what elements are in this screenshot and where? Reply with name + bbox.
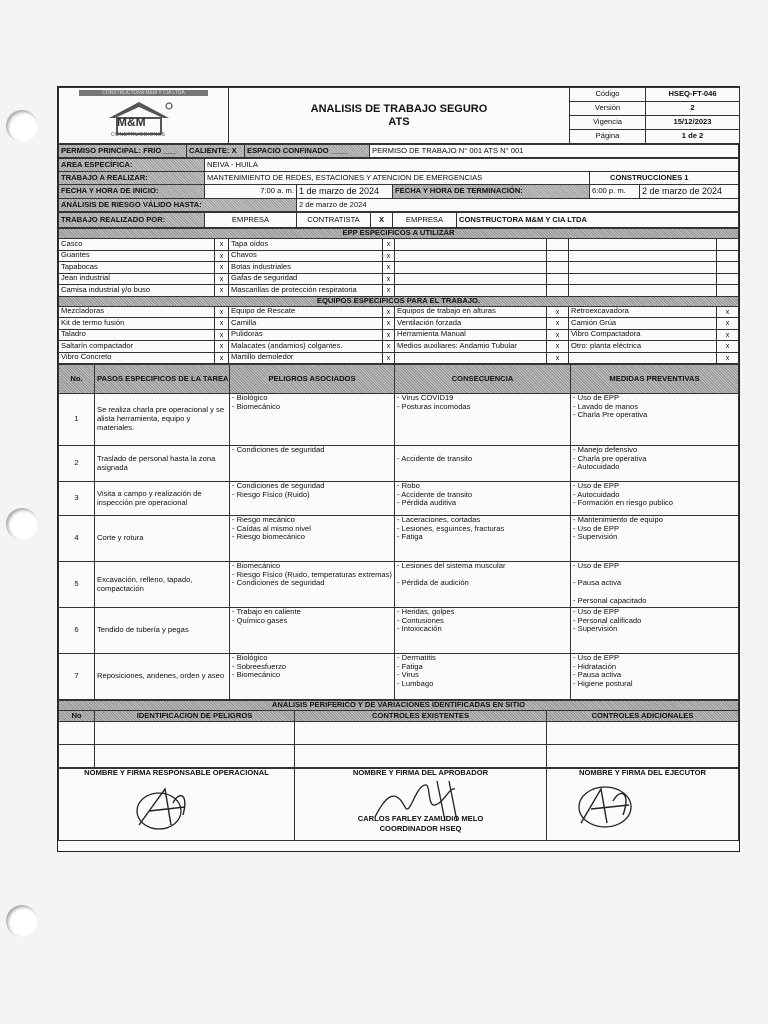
periferico-heading: ANALISIS PERIFERICO Y DE VARIACIONES IDENTIFICADAS EN SITIO (59, 701, 739, 711)
periferico-col-existentes: CONTROLES EXISTENTES (295, 711, 547, 722)
aprobador-nombre: CARLOS FARLEY ZAMUDIO MELO (357, 814, 484, 823)
equipo-item: Herramienta Manual (395, 329, 547, 341)
epp-mark (717, 239, 739, 251)
signature-responsable (129, 781, 209, 837)
equipo-item: Camión Grúa (569, 318, 717, 330)
firma-ejecutor (547, 769, 739, 841)
task-consequence: - Heridas, golpes - Contusiones - Intoxicación (395, 608, 571, 654)
area-value: NEIVA - HUILA (205, 159, 739, 172)
periferico-col-peligros: IDENTIFICACION DE PELIGROS (95, 711, 295, 722)
equipos-row (59, 329, 739, 341)
inicio-fecha: 1 de marzo de 2024 (297, 185, 393, 199)
equipo-item: Taladro (59, 329, 215, 341)
equipo-mark: x (717, 341, 739, 353)
title-line-2: ATS (388, 115, 410, 128)
epp-item (569, 250, 717, 262)
equipo-item: Saltarín compactador (59, 341, 215, 353)
equipo-item: Pulidoras (229, 329, 383, 341)
equipo-mark: x (717, 318, 739, 330)
permit-confinado: ESPACIO CONFINADO ____ (245, 145, 370, 158)
task-number: 7 (59, 654, 95, 700)
trabajo-label: TRABAJO A REALIZAR: (59, 172, 205, 185)
equipo-mark: x (383, 318, 395, 330)
task-row (59, 394, 739, 446)
task-step: Excavación, relleno, tapado, compactación (95, 562, 230, 608)
task-step: Tendido de tubería y pegas (95, 608, 230, 654)
col-header-medidas: MEDIDAS PREVENTIVAS (571, 365, 739, 394)
task-row (59, 446, 739, 482)
equipos-row (59, 318, 739, 330)
epp-row (59, 239, 739, 251)
terminacion-hora: 6:00 p. m. (590, 185, 640, 199)
task-row (59, 562, 739, 608)
task-step: Visita a campo y realización de inspección pre operacional (95, 482, 230, 516)
form-header (58, 87, 740, 144)
meta-label: Página (570, 130, 646, 144)
firma-responsable (59, 769, 295, 841)
epp-mark (547, 285, 569, 297)
task-number: 2 (59, 446, 95, 482)
epp-mark (717, 262, 739, 274)
firma-ejecutor-label: NOMBRE Y FIRMA DEL EJECUTOR (578, 768, 706, 777)
equipo-mark: x (547, 329, 569, 341)
binder-hole (6, 905, 38, 937)
epp-item: Botas industriales (229, 262, 383, 274)
tasks-table (58, 364, 739, 700)
permit-number: PERMISO DE TRABAJO N° 001 ATS N° 001 (370, 145, 739, 158)
task-step: Se realiza charla pre operacional y se alista herramienta, equipo y materiales. (95, 394, 230, 446)
col-header-pasos: PASOS ESPECIFICOS DE LA TAREA (95, 365, 230, 394)
trabajo-extra: CONSTRUCCIONES 1 (590, 172, 739, 185)
ats-form (57, 86, 740, 852)
equipo-mark: x (383, 341, 395, 353)
task-number: 4 (59, 516, 95, 562)
task-consequence: - Lesiones del sistema muscular - Pérdida de audición (395, 562, 571, 608)
area-label: AREA ESPECÍFICA: (59, 159, 205, 172)
equipo-mark: x (717, 306, 739, 318)
epp-mark: x (383, 239, 395, 251)
epp-item: Camisa industrial y/o buso (59, 285, 215, 297)
empresa-label: EMPRESA (393, 213, 457, 228)
work-info (58, 158, 739, 212)
equipo-mark: x (717, 352, 739, 364)
task-row (59, 516, 739, 562)
epp-mark (717, 250, 739, 262)
meta-value: 15/12/2023 (646, 116, 740, 130)
epp-mark (547, 262, 569, 274)
equipo-item: Ventilación forzada (395, 318, 547, 330)
epp-mark (547, 273, 569, 285)
task-step: Corte y rotura (95, 516, 230, 562)
company-logo (59, 88, 229, 144)
equipo-mark: x (215, 306, 229, 318)
epp-row (59, 250, 739, 262)
equipo-item: Camilla (229, 318, 383, 330)
equipos-row (59, 352, 739, 364)
equipo-item: Vibro Compactadora (569, 329, 717, 341)
task-row (59, 654, 739, 700)
task-number: 6 (59, 608, 95, 654)
meta-label: Versión (570, 102, 646, 116)
task-hazards: - Biomecánico - Riesgo Físico (Ruido, temperaturas extremas) - Condiciones de seguridad (230, 562, 395, 608)
equipo-item: Medios auxiliares: Andamio Tubular (395, 341, 547, 353)
signature-ejecutor (567, 779, 647, 835)
equipo-item: Mezcladoras (59, 306, 215, 318)
epp-item (569, 285, 717, 297)
terminacion-fecha: 2 de marzo de 2024 (640, 185, 739, 199)
task-number: 3 (59, 482, 95, 516)
equipo-mark: x (215, 329, 229, 341)
epp-item (395, 262, 547, 274)
empresa-option: EMPRESA (205, 213, 297, 228)
logo-letters: M&M (117, 115, 146, 129)
epp-table (58, 228, 739, 364)
riesgo-label: ANÁLISIS DE RIESGO VÁLIDO HASTA: (59, 199, 297, 212)
epp-item (569, 273, 717, 285)
epp-item: Casco (59, 239, 215, 251)
equipo-item: Equipo de Rescate (229, 306, 383, 318)
equipo-mark: x (547, 306, 569, 318)
equipo-mark: x (547, 318, 569, 330)
epp-row (59, 262, 739, 274)
task-consequence: - Virus COVID19 - Posturas incomodas (395, 394, 571, 446)
epp-mark: x (215, 262, 229, 274)
task-number: 5 (59, 562, 95, 608)
firma-aprobador-label: NOMBRE Y FIRMA DEL APROBADOR (352, 768, 489, 777)
binder-hole (6, 508, 38, 540)
task-measures: - Uso de EPP - Personal calificado - Supervisión (571, 608, 739, 654)
epp-item (569, 239, 717, 251)
equipo-mark: x (383, 306, 395, 318)
inicio-label: FECHA Y HORA DE INICIO: (59, 185, 205, 199)
epp-mark (717, 285, 739, 297)
epp-mark: x (383, 250, 395, 262)
epp-item: Mascarillas de protección respiratoria (229, 285, 383, 297)
task-step: Traslado de personal hasta la zona asignada (95, 446, 230, 482)
inicio-hora: 7:00 a. m. (205, 185, 297, 199)
epp-row (59, 273, 739, 285)
task-hazards: - Riesgo mecánico - Caídas al mismo nivel - Riesgo biomecánico (230, 516, 395, 562)
periferico-row (59, 722, 739, 745)
task-row (59, 482, 739, 516)
epp-item: Tapa oídos (229, 239, 383, 251)
equipo-mark: x (215, 352, 229, 364)
meta-label: Vigencia (570, 116, 646, 130)
equipo-item: Malacates (andamios) colgantes. (229, 341, 383, 353)
equipo-mark: x (215, 318, 229, 330)
epp-mark: x (383, 285, 395, 297)
task-step: Reposiciones, andenes, orden y aseo (95, 654, 230, 700)
firma-responsable-label: NOMBRE Y FIRMA RESPONSABLE OPERACIONAL (84, 768, 269, 777)
task-measures: - Uso de EPP - Autocuidado - Formación en riesgo publico (571, 482, 739, 516)
terminacion-label: FECHA Y HORA DE TERMINACIÓN: (393, 185, 590, 199)
equipos-row (59, 306, 739, 318)
epp-item: Gafas de seguridad (229, 273, 383, 285)
epp-mark: x (215, 239, 229, 251)
epp-mark (547, 239, 569, 251)
equipos-row (59, 341, 739, 353)
aprobador-cargo: COORDINADOR HSEQ (379, 824, 462, 833)
epp-heading: EPP ESPECIFICOS A UTILIZAR (59, 229, 739, 239)
epp-item (395, 250, 547, 262)
col-header-peligros: PELIGROS ASOCIADOS (230, 365, 395, 394)
task-hazards: - Trabajo en caliente - Químico gases (230, 608, 395, 654)
equipo-mark: x (547, 341, 569, 353)
epp-mark: x (215, 250, 229, 262)
meta-value: HSEQ-FT-046 (646, 88, 740, 102)
periferico-table (58, 700, 739, 768)
task-measures: - Uso de EPP - Hidratación - Pausa activa - Higiene postural (571, 654, 739, 700)
task-consequence: - Laceraciones, cortadas - Lesiones, esguinces, fracturas - Fatiga (395, 516, 571, 562)
title-line-1: ANALISIS DE TRABAJO SEGURO (310, 102, 488, 115)
task-hazards: - Biológico - Sobreesfuerzo - Biomecánico (230, 654, 395, 700)
task-hazards: - Biológico - Biomecánico (230, 394, 395, 446)
riesgo-value: 2 de marzo de 2024 (297, 199, 739, 212)
epp-mark: x (215, 285, 229, 297)
equipo-mark: x (547, 352, 569, 364)
meta-label: Código (570, 88, 646, 102)
form-title (229, 88, 570, 144)
signatures (58, 768, 739, 841)
epp-mark: x (215, 273, 229, 285)
equipo-item (395, 352, 547, 364)
equipo-item: Martillo demoledor (229, 352, 383, 364)
epp-item: Tapabocas (59, 262, 215, 274)
equipo-item: Retroexcavadora (569, 306, 717, 318)
task-hazards: - Condiciones de seguridad (230, 446, 395, 482)
binder-hole (6, 110, 38, 142)
contratista-mark: X (371, 213, 393, 228)
equipo-mark: x (215, 341, 229, 353)
equipo-mark: x (383, 329, 395, 341)
epp-item: Guantes (59, 250, 215, 262)
equipo-item: Otro: planta eléctrica (569, 341, 717, 353)
equipo-item: Equipos de trabajo en alturas (395, 306, 547, 318)
periferico-col-adicionales: CONTROLES ADICIONALES (547, 711, 739, 722)
epp-mark (547, 250, 569, 262)
permit-caliente: CALIENTE: X (187, 145, 245, 158)
epp-item: Chavos (229, 250, 383, 262)
epp-row (59, 285, 739, 297)
equipos-heading: EQUIPOS ESPECIFICOS PARA EL TRABAJO. (59, 296, 739, 306)
meta-value: 1 de 2 (646, 130, 740, 144)
task-hazards: - Condiciones de seguridad - Riesgo Físico (Ruido) (230, 482, 395, 516)
contratista-option: CONTRATISTA (297, 213, 371, 228)
epp-mark (717, 273, 739, 285)
periferico-col-no: No (59, 711, 95, 722)
empresa-nombre: CONSTRUCTORA M&M Y CIA LTDA (457, 213, 739, 228)
equipo-mark: x (383, 352, 395, 364)
epp-mark: x (383, 273, 395, 285)
epp-item (395, 239, 547, 251)
epp-item: Jean industrial (59, 273, 215, 285)
task-row (59, 608, 739, 654)
task-consequence: - Dermatitis - Fatiga - Virus - Lumbago (395, 654, 571, 700)
equipo-item: Vibro Concreto (59, 352, 215, 364)
epp-item (395, 273, 547, 285)
task-consequence: - Robo - Accidente de transito - Pérdida auditiva (395, 482, 571, 516)
realizado-row (58, 212, 739, 228)
equipo-mark: x (717, 329, 739, 341)
logo-company-band: CONSTRUCTORA M&M Y CIA LTDA (79, 90, 208, 96)
task-number: 1 (59, 394, 95, 446)
task-measures: - Uso de EPP - Lavado de manos - Charla Pre operativa (571, 394, 739, 446)
epp-item (569, 262, 717, 274)
firma-aprobador (295, 769, 547, 841)
col-header-no: No. (59, 365, 95, 394)
trabajo-value: MANTENIMIENTO DE REDES, ESTACIONES Y ATENCION DE EMERGENCIAS (205, 172, 590, 185)
periferico-row (59, 745, 739, 768)
task-measures: - Manejo defensivo - Charla pre operativa - Autocuidado (571, 446, 739, 482)
meta-value: 2 (646, 102, 740, 116)
realizado-label: TRABAJO REALIZADO POR: (59, 213, 205, 228)
equipo-item: Kit de termo fusión (59, 318, 215, 330)
permit-principal: PERMISO PRINCIPAL: FRIO ___ (59, 145, 187, 158)
permit-row (58, 144, 739, 158)
logo-subtitle: CONSTRUCCIONES (111, 132, 166, 138)
task-measures: - Mantenimiento de equipo - Uso de EPP - Supervisión (571, 516, 739, 562)
epp-mark: x (383, 262, 395, 274)
epp-item (395, 285, 547, 297)
col-header-consecuencia: CONSECUENCIA (395, 365, 571, 394)
task-measures: - Uso de EPP - Pausa activa - Personal capacitado (571, 562, 739, 608)
task-consequence: - Accidente de transito (395, 446, 571, 482)
equipo-item (569, 352, 717, 364)
